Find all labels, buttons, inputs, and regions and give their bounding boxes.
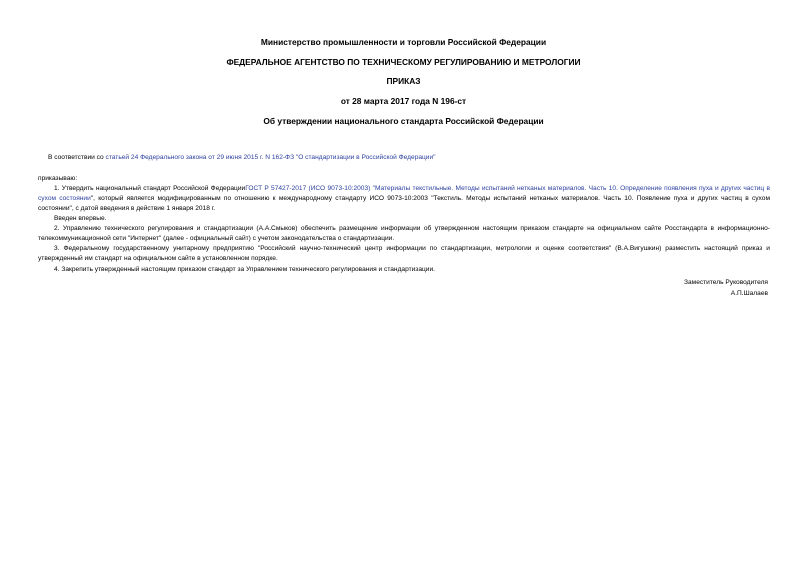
item-1-text-tail: ", который является модифицированным по отношению к международному стандарту ИСО 9073-10:2003 "Текстиль. Методы испытаний нетканых материалов. Часть 10. Появление пуха и других частиц в сухом состоянии", с датой введения в действие 1 января 2018 г.: [38, 195, 770, 212]
item-2: 2. Управлению технического регулирования и стандартизации (А.А.Смыков) обеспечить размещение информации об утвержденном настоящим приказом стандарте на официальном сайте Росстандарта в информационно-телекоммуникационной сети "Интернет" (далее - официальный сайт) с учетом законодательства о стандартизации.: [38, 225, 770, 242]
order-word: приказываю:: [38, 175, 78, 182]
preamble-text: В соответствии со: [48, 154, 106, 161]
agency-heading: ФЕДЕРАЛЬНОЕ АГЕНТСТВО ПО ТЕХНИЧЕСКОМУ РЕГУЛИРОВАНИЮ И МЕТРОЛОГИИ: [226, 57, 581, 67]
ministry-heading: Министерство промышленности и торговли Российской Федерации: [260, 37, 547, 47]
document-title: Об утверждении национального стандарта Российской Федерации: [263, 116, 544, 126]
item-1-text: 1. Утвердить национальный стандарт Российской Федерации: [54, 185, 246, 192]
introduced-note: Введен впервые.: [54, 215, 107, 222]
preamble: [48, 153, 436, 163]
signature-name: А.П.Шалаев: [730, 290, 768, 297]
signature-position: Заместитель Руководителя: [684, 279, 768, 286]
federal-law-link[interactable]: статьей 24 Федерального закона от 29 июня 2015 г. N 162-ФЗ "О стандартизации в Российской Федерации": [105, 154, 436, 161]
document-type: ПРИКАЗ: [386, 76, 421, 86]
item-4: 4. Закрепить утвержденный настоящим приказом стандарт за Управлением технического регулирования и стандартизации.: [54, 266, 435, 273]
item-1: [38, 184, 770, 214]
item-3: 3. Федеральному государственному унитарному предприятию "Российский научно-технический центр информации по стандартизации, метрологии и оценке соответствия" (В.А.Вигушкин) разместить настоящий приказ и утвержденный им стандарт на официальном сайте в установленном порядке.: [38, 245, 770, 262]
standard-link[interactable]: ГОСТ Р 57427-2017 (ИСО 9073-10:2003) "Материалы текстильные. Методы испытаний нетканых материалов. Часть 10. Определение появления пуха и других частиц в сухом состоянии: [38, 185, 770, 202]
date-number: от 28 марта 2017 года N 196-ст: [340, 96, 467, 106]
